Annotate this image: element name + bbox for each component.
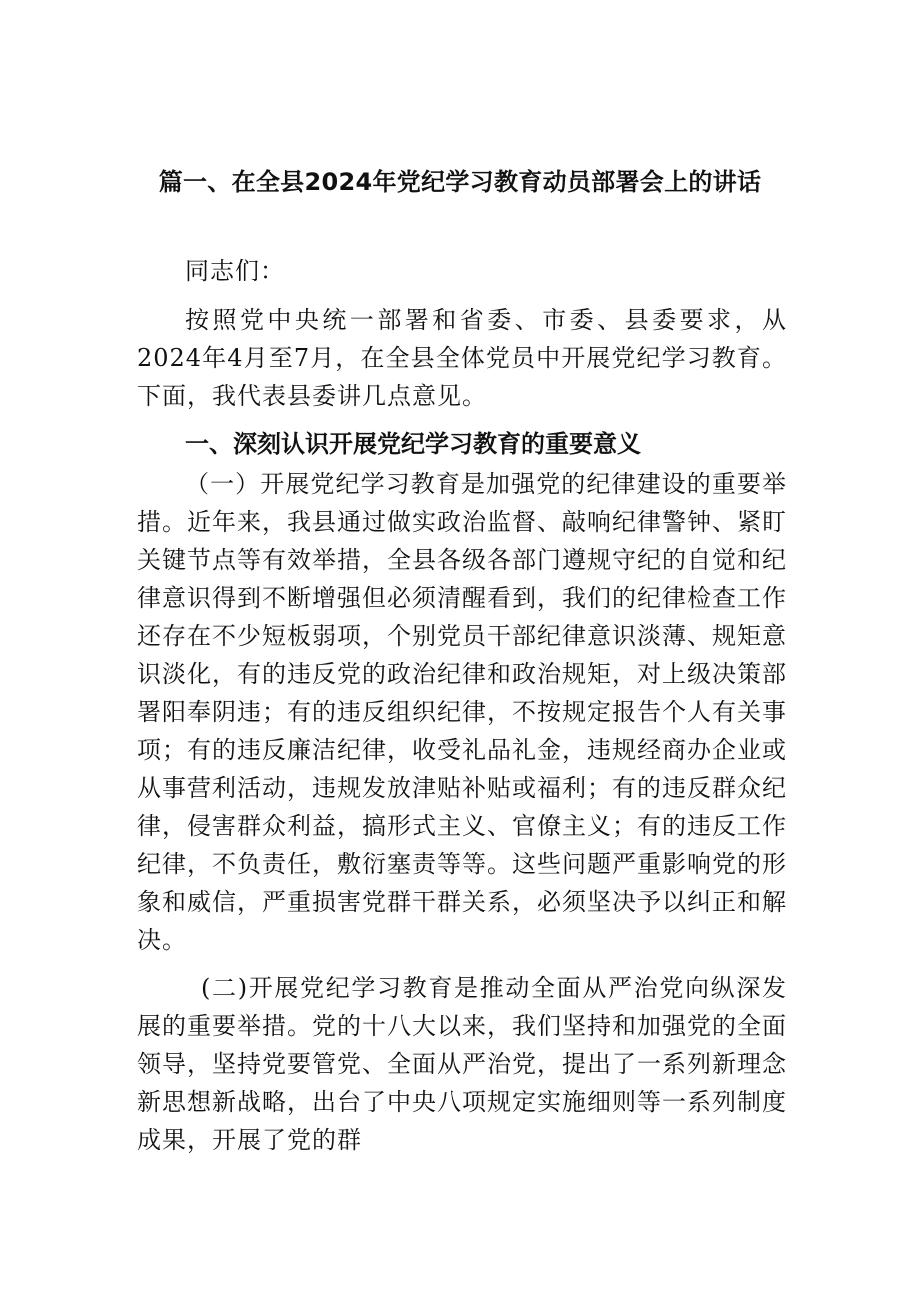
intro-paragraph: 按照党中央统一部署和省委、市委、县委要求，从2024年4月至7月，在全县全体党员中开展党纪学习教育。下面，我代表县委讲几点意见。 [137,306,787,410]
paragraph-1: （一）开展党纪学习教育是加强党的纪律建设的重要举措。近年来，我县通过做实政治监督、敲响纪律警钟、紧盯关键节点等有效举措，全县各级各部门遵规守纪的自觉和纪律意识得到不断增强但必须清醒看到，我们的纪律检查工作还存在不少短板弱项，个别党员干部纪律意识淡薄、规矩意识淡化，有的违反党的政治纪律和政治规矩，对上级决策部署阳奉阴违；有的违反组织纪律，不按规定报告个人有关事项；有的违反廉洁纪律，收受礼品礼金，违规经商办企业或从事营利活动，违规发放津贴补贴或福利；有的违反群众纪律，侵害群众利益，搞形式主义、官僚主义；有的违反工作纪律，不负责任，敷衍塞责等等。这些问题严重影响党的形象和威信，严重损害党群干群关系，必须坚决予以纠正和解决。 [137,470,787,954]
greeting: 同志们： [185,257,285,285]
document-title: 篇一、在全县2024年党纪学习教育动员部署会上的讲话 [158,168,762,196]
document-body [137,252,787,1169]
paragraph-2: (二)开展党纪学习教育是推动全面从严治党向纵深发展的重要举措。党的十八大以来，我们坚持和加强党的全面领导，坚持党要管党、全面从严治党，提出了一系列新理念新思想新战略，出台了中央八项规定实施细则等一系列制度成果，开展了党的群 [137,974,787,1154]
section-heading-1: 一、深刻认识开展党纪学习教育的重要意义 [185,430,641,458]
